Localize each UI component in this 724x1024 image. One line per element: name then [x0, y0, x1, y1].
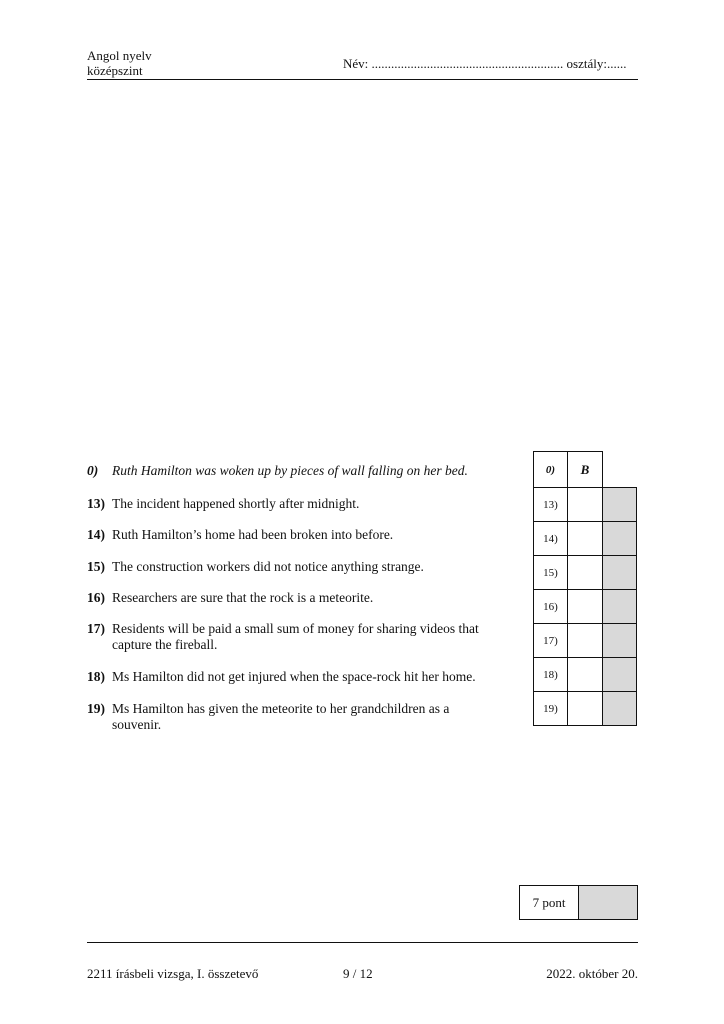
question-13 — [87, 496, 517, 512]
answer-row-label: 15) — [534, 556, 568, 590]
question-text: Ruth Hamilton’s home had been broken into before. — [112, 527, 394, 542]
answer-cell-example: B — [568, 452, 603, 488]
score-cell — [603, 590, 637, 624]
score-total-cell — [579, 886, 638, 920]
answer-row-label: 16) — [534, 590, 568, 624]
footer-exam-code: 2211 írásbeli vizsga, I. összetevő — [87, 966, 259, 981]
answer-row — [534, 590, 637, 624]
score-label: 7 pont — [520, 886, 579, 920]
answer-row — [534, 556, 637, 590]
question-text: Researchers are sure that the rock is a meteorite. — [112, 590, 374, 605]
score-cell-blank — [603, 452, 637, 488]
score-cell — [603, 488, 637, 522]
answer-row — [534, 658, 637, 692]
question-text-continued: souvenir. — [112, 717, 162, 732]
question-text: Ms Hamilton has given the meteorite to her grandchildren as a — [112, 701, 450, 716]
score-cell — [603, 624, 637, 658]
footer-page-number: 9 / 12 — [343, 966, 373, 981]
score-cell — [603, 556, 637, 590]
answer-row-example — [534, 452, 637, 488]
answer-row-label: 18) — [534, 658, 568, 692]
answer-row-label: 0) — [534, 452, 568, 488]
answer-grid — [533, 451, 637, 726]
header-level: középszint — [87, 63, 143, 78]
question-19 — [87, 701, 517, 733]
answer-cell[interactable] — [568, 624, 603, 658]
question-text-continued: capture the fireball. — [112, 637, 218, 652]
score-cell — [603, 692, 637, 726]
answer-cell[interactable] — [568, 488, 603, 522]
answer-row — [534, 522, 637, 556]
question-number: 13) — [87, 496, 105, 511]
answer-row — [534, 488, 637, 522]
question-number: 18) — [87, 669, 105, 684]
question-14 — [87, 527, 517, 543]
answer-cell[interactable] — [568, 692, 603, 726]
score-box — [519, 885, 638, 920]
question-text: Ms Hamilton did not get injured when the space-rock hit her home. — [112, 669, 476, 684]
question-18 — [87, 669, 517, 685]
question-number: 15) — [87, 559, 105, 574]
question-number: 19) — [87, 701, 105, 716]
question-number: 0) — [87, 463, 99, 478]
answer-row-label: 14) — [534, 522, 568, 556]
question-text: Ruth Hamilton was woken up by pieces of wall falling on her bed. — [112, 463, 468, 478]
header-divider — [87, 79, 638, 80]
question-number: 17) — [87, 621, 105, 636]
question-15 — [87, 559, 517, 575]
score-cell — [603, 658, 637, 692]
header-subject-block — [87, 48, 152, 78]
header-subject: Angol nyelv — [87, 48, 152, 63]
answer-row — [534, 624, 637, 658]
answer-row-label: 13) — [534, 488, 568, 522]
question-16 — [87, 590, 517, 606]
answer-cell[interactable] — [568, 658, 603, 692]
header-name-field: Név: ........................................................... osztály:...... — [343, 56, 627, 71]
question-example — [87, 463, 517, 479]
answer-row-label: 19) — [534, 692, 568, 726]
answer-cell[interactable] — [568, 522, 603, 556]
answer-cell[interactable] — [568, 590, 603, 624]
answer-row-label: 17) — [534, 624, 568, 658]
question-text: The incident happened shortly after midnight. — [112, 496, 360, 511]
answer-row — [534, 692, 637, 726]
footer-divider — [87, 942, 638, 943]
score-cell — [603, 522, 637, 556]
question-text: Residents will be paid a small sum of money for sharing videos that — [112, 621, 479, 636]
question-number: 16) — [87, 590, 105, 605]
question-17 — [87, 621, 517, 653]
question-text: The construction workers did not notice anything strange. — [112, 559, 424, 574]
answer-cell[interactable] — [568, 556, 603, 590]
footer-date: 2022. október 20. — [546, 966, 638, 981]
question-number: 14) — [87, 527, 105, 542]
